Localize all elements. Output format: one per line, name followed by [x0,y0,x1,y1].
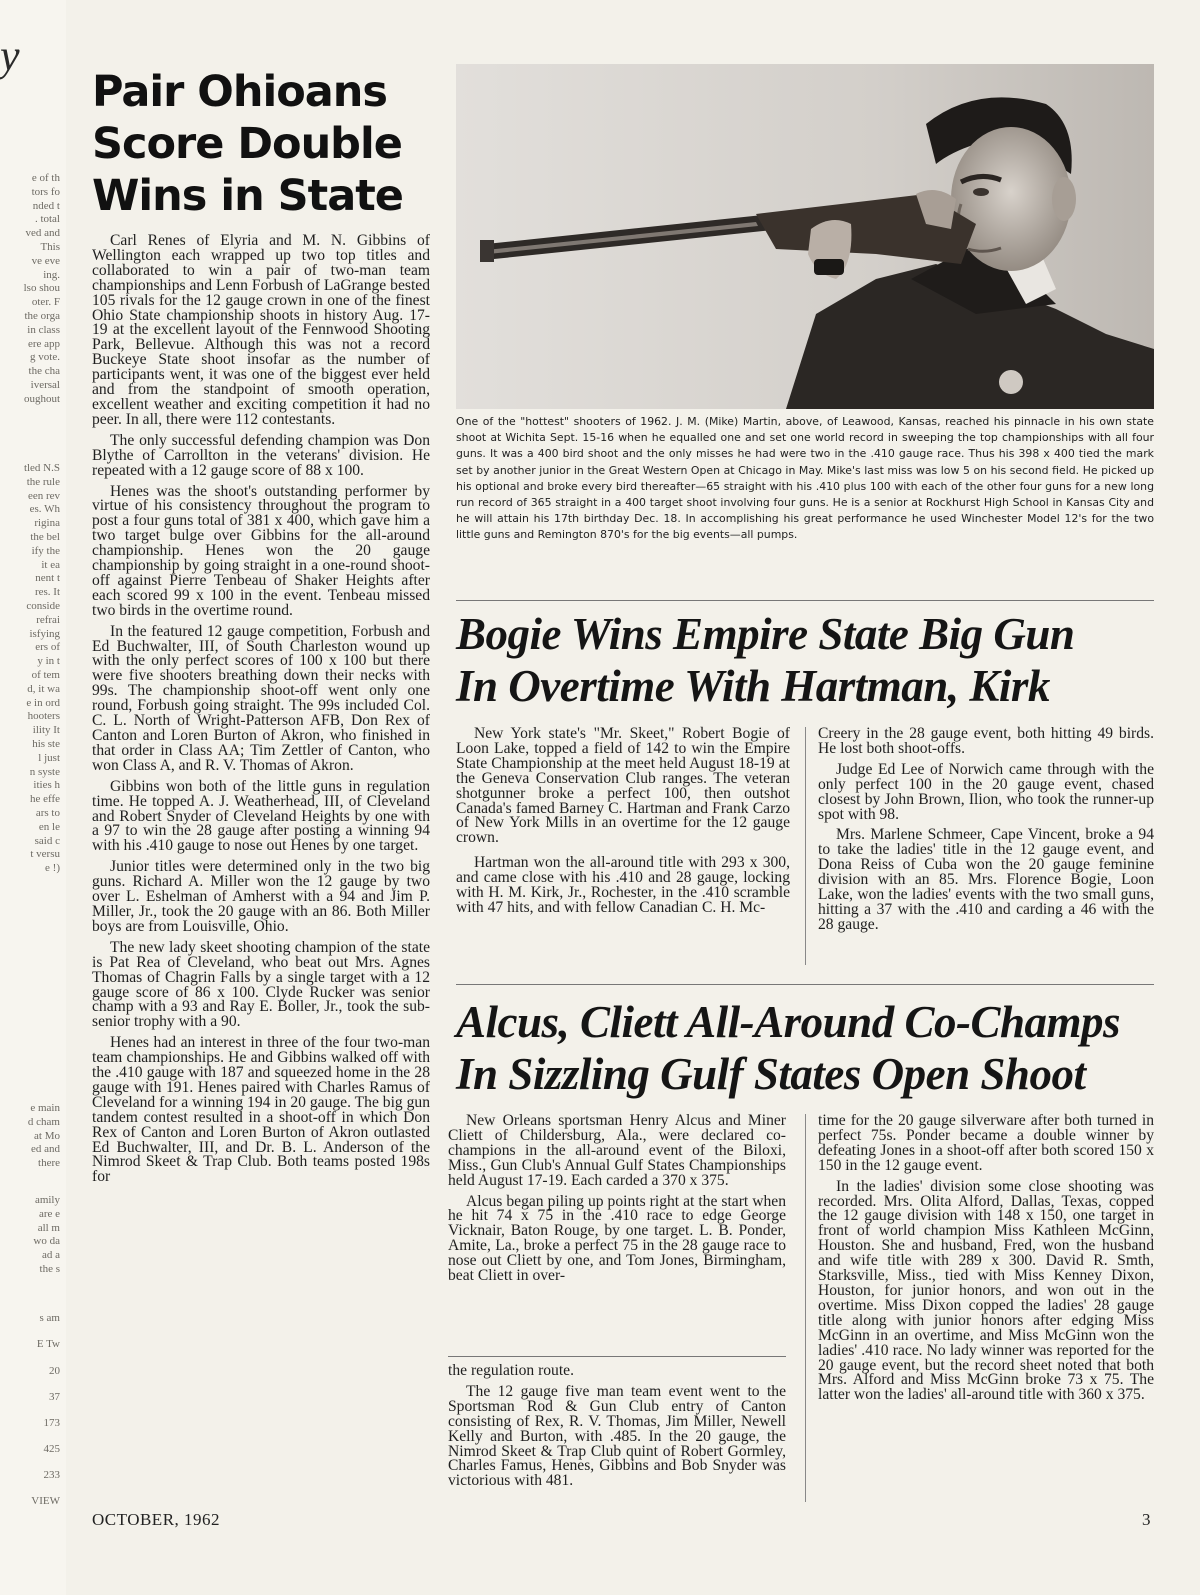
column-divider-short [448,1356,786,1357]
bleed-fragment: ers of [35,641,60,654]
article-ohio-body [92,234,430,1185]
paragraph: Alcus began piling up points right at the start when he hit 74 x 75 in the .410 race to edge George Vicknair, Baton Rouge, by one target. L. B. Ponder, Amite, La., broke a perfect 75 in the 28 gauge race to nose out Cliett by one, and Tom Jones, Birmingham, beat Cliett in over- [448,1192,786,1285]
bleed-fragment: refrai [36,613,60,626]
bleed-fragment: tors fo [31,185,60,198]
paragraph: New Orleans sportsman Henry Alcus and Miner Cliett of Childersburg, Ala., were declared co-champions in the all-around event of the Biloxi, Miss., Gun Club's Annual Gulf States Championships held August 17-19. Each carded a 370 x 375. [448,1112,786,1189]
bleed-fragment: iversal [30,379,60,391]
bleed-fragment: at Mo [34,1129,60,1142]
bleed-fragment: there [38,1157,60,1170]
bleed-fragment: ed and [30,1143,60,1156]
bleed-fragment: VIEW [31,1495,60,1507]
bleed-fragment: the s [39,1263,60,1275]
bleed-fragment: rigina [34,517,60,530]
facing-page-letter: y [0,31,20,80]
paragraph: In the featured 12 gauge competition, Forbush and Ed Buchwalter, III, of South Charleston wound up with the only perfect scores of 100 x 100 but there were five shooters breathing down their necks with 99s. The championship shoot-off went only one round, Forbush going straight. The 99s included Col. C. L. North of Wright-Patterson AFB, Don Rex of Canton and Loren Burton of Akron, who finished in that order in Class AA; Tim Zettler of Canton, who won Class A, and R. V. Thomas of Akron. [92,622,430,774]
section-divider [456,600,1154,601]
section-divider [456,984,1154,985]
paragraph: The only successful defending champion was Don Blythe of Carrollton in the veterans' division. He repeated with a 12 gauge score of 88 x 100. [92,431,430,479]
bleed-fragment: 233 [43,1469,60,1481]
column-divider [805,1114,806,1502]
bleed-fragment: the orga [24,310,60,322]
issue-date: OCTOBER, 1962 [92,1510,221,1529]
bleed-fragment: amily [34,1194,60,1206]
paragraph: The 12 gauge five man team event went to the Sportsman Rod & Gun Club entry of Canton consisting of Rex, R. V. Thomas, Jim Miller, Newell Kelly and Burton, with .485. In the 20 gauge, the Nimrod Skeet & Trap Club quint of Robert Gormley, Charles Famus, Henes, Gibbins and Bob Snyder was victorious with 481. [448,1382,786,1490]
bleed-fragment: oter. F [31,296,60,309]
article-ohio-continued [448,1364,786,1495]
paragraph: In the ladies' division some close shooting was recorded. Mrs. Olita Alford, Dallas, Texas, copped the 12 gauge division with 148 x 150, one target in front of world champion Miss Kathleen McGinn, Houston. She and husband, Fred, won the husband and wife title with 289 x 300. David R. Smth, Starksville, Miss., tied with Miss Kenney Dixon, Houston, for junior honors, and won out in the overtime. Miss Dixon copped the ladies' 28 gauge title along with junior honors after edging Miss McGinn in an overtime, and Miss McGinn won the ladies' .410 race. No lady winner was reported for the 20 gauge event, but the record sheet noted that both Mrs. Alford and Miss McGinn broke 73 x 75. The latter won the ladies' all-around title with 360 x 375. [818,1177,1154,1404]
bleed-fragment: hooters [27,710,60,723]
bleed-fragment: ad a [41,1249,60,1262]
bleed-fragment: lso shou [23,282,60,295]
bleed-fragment: 173 [43,1417,60,1429]
page-number: 3 [1142,1510,1151,1529]
bleed-fragment: ility It [32,724,60,737]
article-alcus-column-1 [448,1114,786,1290]
article-bogie-title-line2: In Overtime With Hartman, Kirk [456,661,1050,711]
paragraph: Henes had an interest in three of the four two-man team championships. He and Gibbins walked off with the .410 gauge with 187 and squeezed home in the 28 gauge with 191. Henes paired with Charles Ramus of Cleveland for a winning 194 in 20 gauge. The big gun tandem contest resulted in a shoot-off in which Don Rex of Canton and Loren Burton of Akron outlasted Ed Buchwalter, III, and Dr. B. L. Anderson of the Nimrod Skeet & Trap Club. Both teams posted 198s for [92,1034,430,1186]
article-alcus-column-2 [818,1114,1154,1409]
article-alcus-title-line1: Alcus, Cliett All-Around Co-Champs [456,997,1120,1047]
bleed-fragment: e main [30,1102,60,1114]
paragraph: New York state's "Mr. Skeet," Robert Bogie of Loon Lake, topped a field of 142 to win the Empire State Championship at the meet held August 18-19 at the Geneva Conservation Club ranges. The veteran shotgunner broke a perfect 100, then outshot Canada's famed Barney C. Hartman and Frank Carzo of New York Mills in an overtime for the 12 gauge crown. [456,725,790,847]
paragraph: Gibbins won both of the little guns in regulation time. He topped A. J. Weatherhead, III, of Cleveland and Robert Snyder of Cleveland Heights by one with a 97 to win the 28 gauge after posting a winning 94 with his .410 gauge to nose out Henes by one target. [92,777,430,855]
bleed-fragment: e of th [31,172,60,184]
bleed-fragment: This [40,241,60,253]
bleed-fragment: 425 [43,1443,60,1455]
bleed-fragment: n syste [29,765,60,778]
paragraph: Judge Ed Lee of Norwich came through with the only perfect 100 in the 20 gauge event, chased closest by John Brown, Ilion, who took the runner-up spot with 98. [818,760,1154,823]
bleed-fragment: s am [39,1312,60,1324]
bleed-fragment: the cha [28,365,60,378]
article-ohio-title: Pair Ohioans Score Double Wins in State [92,67,403,221]
bleed-fragment: es. Wh [29,503,60,516]
bleed-fragment: E Tw [36,1338,60,1350]
bleed-fragment: e !) [45,862,60,875]
bleed-fragment: all m [37,1221,60,1234]
paragraph: The new lady skeet shooting champion of the state is Pat Rea of Cleveland, who beat out Mrs. Agnes Thomas of Chagrin Falls by a single target with a 12 gauge score of 86 x 100. Clyde Rucker was senior champ with a 93 and Ray E. Boller, Jr., took the sub-senior trophy with a 90. [92,938,430,1031]
article-ohio [92,66,430,1191]
bleed-fragment: of tem [31,669,60,681]
bleed-fragment: the rule [26,475,60,488]
bleed-fragment: . total [34,213,60,226]
bleed-fragment: g vote. [30,351,60,364]
article-bogie-column-1 [456,727,790,922]
paragraph: Hartman won the all-around title with 293 x 300, and came close with his .410 and 28 gauge, locking with H. M. Kirk, Jr., Rochester, in the .410 scramble with 47 hits, and with fellow Canadian C. H. Mc- [456,854,790,916]
bleed-fragment: in class [27,323,60,336]
bleed-fragment: een rev [27,489,60,502]
bleed-fragment: 37 [49,1391,60,1403]
bleed-fragment: oughout [23,392,60,405]
article-bogie-title [456,608,1154,712]
paragraph: the regulation route. [448,1362,575,1379]
article-alcus-title [456,996,1154,1100]
bleed-fragment: ere app [27,337,60,350]
bleed-fragment: are e [38,1207,60,1220]
bleed-fragment: ars to [35,807,60,819]
paragraph: Creery in the 28 gauge event, both hitting 49 birds. He lost both shoot-offs. [818,725,1154,757]
paragraph: Carl Renes of Elyria and M. N. Gibbins of Wellington each wrapped up two top titles and collaborated to win a pair of two-man team championships and Lenn Forbush of LaGrange bested 105 rivals for the 12 gauge crown in one of the finest Ohio State championship shoots in history Aug. 17-19 at the excellent layout of the Fennwood Shooting Park, Bellevue. Although this was not a record Buckeye State shoot insofar as the number of participants went, it was one of the biggest ever held and from the standpoint of smooth operation, excellent weather and exciting competition it had no peer. In all, there were 112 contestants. [92,232,430,428]
column-divider [805,727,806,965]
paragraph: Mrs. Marlene Schmeer, Cape Vincent, broke a 94 to take the ladies' title in the 12 gauge event, and Dona Reiss of Cuba won the 20 gauge feminine division with an 85. Mrs. Florence Bogie, Loon Lake, won the ladies' events with the two small guns, hitting a 37 with the .410 and carding a 46 with the 28 gauge. [818,826,1154,933]
bleed-fragment: he effe [29,793,60,806]
bleed-fragment: y in t [37,655,60,668]
bleed-fragment: ing. [43,268,60,281]
bleed-fragment: ve eve [31,254,60,267]
bleed-fragment: nded t [32,199,60,212]
bleed-fragment: t versu [30,848,60,861]
bleed-fragment: en le [38,820,60,833]
bleed-fragment: wo da [33,1235,60,1248]
bleed-fragment: conside [26,600,60,612]
bleed-fragment: 20 [49,1365,60,1377]
photo-caption: One of the "hottest" shooters of 1962. J. M. (Mike) Martin, above, of Leawood, Kansas, reached his pinnacle in his own state shoot at Wichita Sept. 15-16 when he equalled one and set one world record in sweeping the top championships with all four guns. It was a 400 bird shoot and the only misses he had were two in the .410 gauge race. Thus his 398 x 400 tied the mark set by another junior in the Great Western Open at Chicago in May. Mike's last miss was low 5 on his second field. He picked up his optional and broke every bird thereafter—65 straight with his .410 plus 100 with each of the other four guns for a new long run record of 365 straight in a 400 target shoot involving four guns. He is a senior at Rockhurst High School in Kansas City and he will attain his 17th birthday Dec. 18. In accomplishing his great performance he used Winchester Model 12's for the two little guns and Remington 870's for the big events—all pumps. [456,415,1154,542]
bleed-fragment: it ea [41,558,60,571]
paragraph: Junior titles were determined only in the two big guns. Richard A. Miller won the 12 gauge by two over L. Eshelman of Amherst with a 94 and Jim P. Miller, Jr., took the 20 gauge with an 86. Both Miller boys are from Louisville, Ohio. [92,858,430,935]
bleed-fragment: tled N.S [23,462,60,474]
shooter-photo-illustration [456,64,1154,409]
bleed-fragment: isfying [29,627,60,640]
paragraph: time for the 20 gauge silverware after both turned in perfect 75s. Ponder became a double winner by defeating Jones in a shoot-off after both scored 150 x 150 in the 12 gauge event. [818,1112,1154,1174]
bleed-fragment: ify the [31,544,60,557]
bleed-fragment: e in ord [26,696,60,709]
bleed-fragment: ved and [25,227,60,240]
article-bogie-column-2 [818,727,1154,939]
bleed-fragment: the bel [30,531,60,543]
bleed-fragment: ities h [33,779,60,792]
bleed-fragment: res. It [34,586,60,599]
bleed-fragment: nent t [35,572,60,585]
bleed-fragment: l just [38,751,60,764]
bleed-fragment: d, it wa [27,682,60,695]
bleed-fragment: his ste [32,738,60,750]
bleed-fragment: said c [34,834,60,847]
bleed-fragment: d cham [27,1115,60,1128]
shooter-photo [456,64,1154,409]
paragraph: Henes was the shoot's outstanding performer by virtue of his consistency throughout the program to post a four guns total of 381 x 400, which gave him a two target bulge over Gibbins for the all-around championship. Henes won the 20 gauge championship by going straight in a one-round shoot-off against Pierre Tenbeau of Shaker Heights after each scored 99 x 100 in the event. Tenbeau missed two birds in the overtime round. [92,482,430,619]
facing-page-bleed [0,0,66,1595]
article-alcus-title-line2: In Sizzling Gulf States Open Shoot [456,1049,1086,1099]
article-bogie-title-line1: Bogie Wins Empire State Big Gun [456,609,1075,659]
